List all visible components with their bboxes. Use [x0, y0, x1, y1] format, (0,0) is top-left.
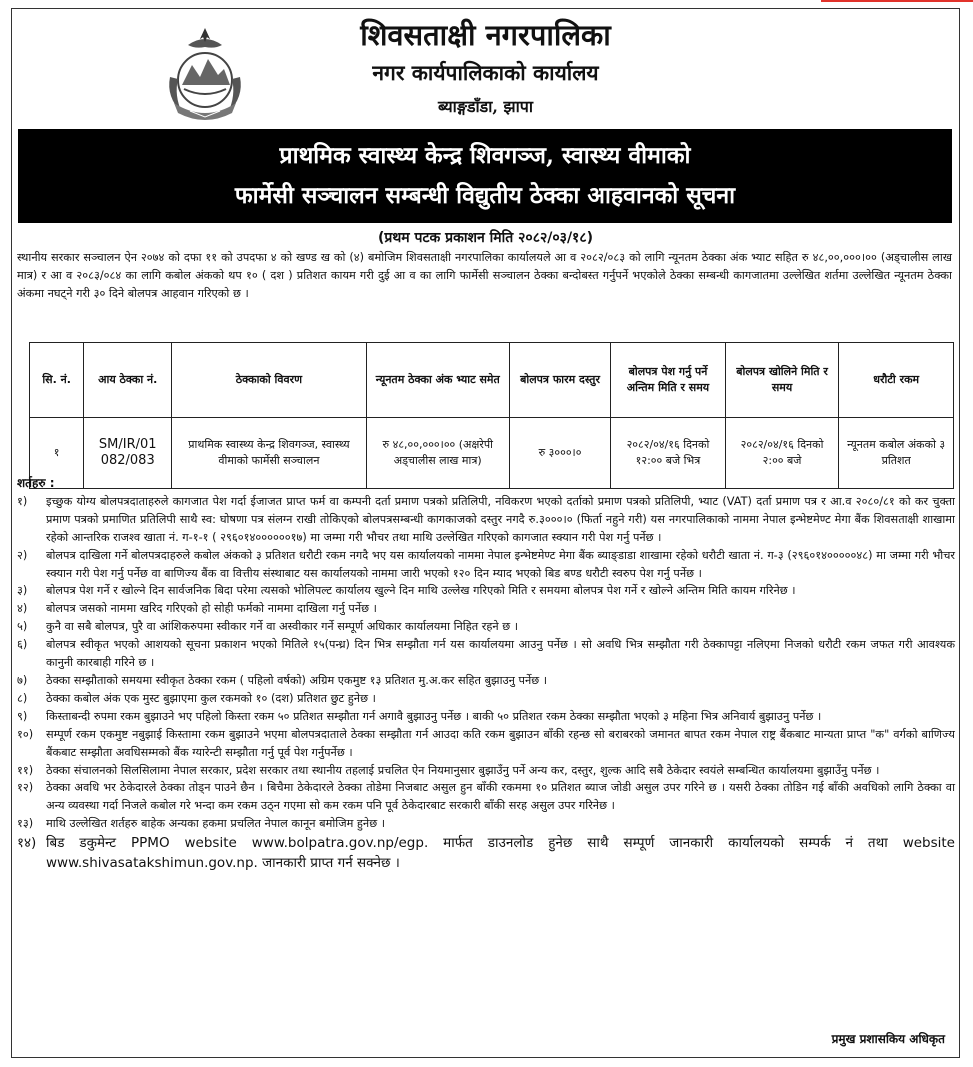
- cell-serial: १: [30, 418, 84, 489]
- term-item: [17, 582, 955, 600]
- term-item: [17, 690, 955, 708]
- table-header-cell: न्यूनतम ठेक्का अंक भ्याट समेत: [366, 343, 509, 418]
- notice-frame: [11, 8, 960, 1058]
- term-text: बोलपत्र दाखिला गर्ने बोलपत्रदाहरुले कबोल अंकको ३ प्रतिशत धरौटी रकम नगदै भए यस कार्यालयको नाममा नेपाल इन्भेष्टमेण्ट मेगा बैंक ब्याङ्डाडा शाखामा रहेको धरौटी खाता नं. ग-३ (२९६०१४०००००४८) मा जम्मा गरी भौचर स्क्यान गरी पेश गर्नु पर्नेछ वा बाणिज्य बैंक वा वित्तीय संस्थाबाट यस कार्यालयको नाममा जारी भएको १२० दिन म्याद भएको बिड बण्ड धरौटी स्वरुप पेश गर्नु पर्नेछ ।: [46, 548, 955, 580]
- term-number: ५): [17, 620, 28, 634]
- cell-opening-date: २०८२/०४/१६ दिनको २:०० बजे: [725, 418, 839, 489]
- term-text: इच्छुक योग्य बोलपत्रदाताहरुले कागजात पेश गर्दा ईजाजत प्राप्त फर्म वा कम्पनी दर्ता प्रमाण पत्रको प्रतिलिपी, नविकरण भएको दर्ताको प्रमाण पत्रको प्रतिलिपी, भ्याट (VAT) दर्ता प्रमाण पत्र र आ.व २०८०/८१ को कर चुक्ता प्रमाण पत्रको प्रमाणित प्रतिलिपी साथै स्व: घोषणा पत्र संलग्न राखी तोकिएको बोलपत्रसम्बन्धी कागकाजको दस्तुर नगदै रु.३०००।० (फिर्ता नहुने गरी) यस नगरपालिकाको नाममा नेपाल इन्भेष्टमेण्ट मेगा बैंक शिवसताक्षी शाखामा रहेको आन्तरिक राजश्व खाता नं. ग-१-१ ( २९६०१४००००००१७) मा जम्मा गरी भौचर तथा माथि उल्लेखित गरिएको कागजात स्क्यान गरी पेश गर्नु पर्नेछ ।: [46, 494, 955, 544]
- term-text: बोलपत्र स्वीकृत भएको आशयको सूचना प्रकाशन भएको मितिले १५(पन्ध्र) दिन भित्र सम्झौता गर्न यस कार्यालयमा आउनु पर्नेछ । सो अवधि भित्र सम्झौता गरी ठेक्कापट्टा नलिएमा निजको धरौटी रकम जफत गरी आवश्यक कानुनी कारबाही गरिने छ ।: [46, 638, 955, 670]
- terms-title: शर्तहरु :: [17, 476, 55, 490]
- table-header-cell: बोलपत्र फारम दस्तुर: [509, 343, 610, 418]
- header: [12, 9, 959, 129]
- term-number: १): [17, 494, 28, 508]
- table-header-cell: धरौटी रकम: [839, 343, 954, 418]
- table-header-cell: बोलपत्र खोलिने मिति र समय: [725, 343, 839, 418]
- term-text: सम्पूर्ण रकम एकमुष्ट नबुझाई किस्तामा रकम बुझाउने भएमा बोलपत्रदाताले ठेक्का सम्झौता गर्न आउदा कति रकम बुझाउन बाँकी रहन्छ सो बराबरको जमानत बापत रकम नेपाल राष्ट्र बैंकबाट मान्यता प्राप्त "क" वर्गको बाणिज्य बैंकबाट सम्झौता अवधिसम्मको बैंक ग्यारेन्टी सम्झौता गर्नु पूर्व पेश गर्नुपर्नेछ ।: [46, 727, 955, 759]
- top-accent-line: [821, 0, 973, 2]
- term-text: माथि उल्लेखित शर्तहरु बाहेक अन्यका हकमा प्रचलित नेपाल कानून बमोजिम हुनेछ ।: [46, 817, 385, 831]
- org-name: शिवसताक्षी नगरपालिका: [360, 18, 611, 52]
- cell-deposit: न्यूनतम कबोल अंकको ३ प्रतिशत: [839, 418, 954, 489]
- term-number: १४): [17, 835, 37, 852]
- term-number: ७): [17, 673, 28, 687]
- table-header-cell: सि. नं.: [30, 343, 84, 418]
- term-item: [17, 600, 955, 618]
- term-item: [17, 833, 955, 873]
- tender-table: [29, 342, 954, 489]
- term-text: ठेक्का संचालनको सिलसिलामा नेपाल सरकार, प्रदेश सरकार तथा स्थानीय तहलाई प्रचलित ऐन नियमानुसार बुझाउँनु पर्ने अन्य कर, दस्तुर, शुल्क आदि सबै ठेकेदार स्वयंले सम्बन्धित कार्यालयमा बुझाउँनु पर्नेछ ।: [46, 763, 880, 777]
- term-number: १०): [17, 727, 34, 741]
- term-number: १२): [17, 781, 34, 795]
- notice-title-line2: फार्मेसी सञ्चालन सम्बन्धी विद्युतीय ठेक्का आहवानको सूचना: [234, 182, 736, 209]
- intro-paragraph: स्थानीय सरकार सञ्चालन ऐन २०७४ को दफा ११ को उपदफा ४ को खण्ड ख को (४) बमोजिम शिवसताक्षी नगरपालिका कार्यालयले आ व २०८२/०८३ को लागि न्यूनतम ठेक्का अंक भ्याट सहित रु ४८,००,०००।०० (अड्चालीस लाख मात्र) र आ व २०८३/०८४ का लागि कबोल अंकको थप १० ( दश ) प्रतिशत कायम गरी दुई आ व का लागि फार्मेसी सञ्चालन ठेक्का बन्दोबस्त गर्नुपर्ने भएकोले ठेक्का सम्बन्धी कागजातमा उल्लेखित शर्तमा उल्लेखित न्यूनतम ठेक्का अंकमा नघट्ने गरी ३० दिने बोलपत्र आहवान गरिएको छ ।: [17, 251, 952, 300]
- table-header-cell: ठेक्काको विवरण: [172, 343, 366, 418]
- cell-submission-date: २०८२/०४/१६ दिनको १२:०० बजे भित्र: [611, 418, 726, 489]
- term-text: बोलपत्र पेश गर्ने र खोल्ने दिन सार्वजनिक बिदा परेमा त्यसको भोलिपल्ट कार्यालय खुल्ने दिन माथि उल्लेख गरिएको मिति र समयमा बोलपत्र पेश गर्ने र खोल्ने अन्तिम मिति कायम गरिनेछ ।: [46, 584, 796, 598]
- cell-description: प्राथमिक स्वास्थ्य केन्द्र शिवगञ्ज, स्वास्थ्य वीमाको फार्मेसी सञ्चालन: [172, 418, 366, 489]
- term-text: बिड डकुमेन्ट PPMO website www.bolpatra.gov.np/egp. मार्फत डाउनलोड हुनेछ साथै सम्पूर्ण जानकारी कार्यालयको सम्पर्क नं तथा website www.shivasatakshimun.gov.np. जानकारी प्राप्त गर्न सक्नेछ ।: [46, 835, 955, 872]
- term-item: [17, 779, 955, 815]
- term-number: ३): [17, 584, 28, 598]
- term-text: ठेक्का कबोल अंक एक मुस्ट बुझाएमा कुल रकमको १० (दश) प्रतिशत छुट हुनेछ ।: [46, 691, 376, 705]
- term-item: [17, 493, 955, 547]
- term-number: ४): [17, 602, 28, 616]
- term-item: [17, 815, 955, 833]
- term-text: ठेक्का अवधि भर ठेकेदारले ठेक्का तोड्न पाउने छैन । बिचैमा ठेकेदारले ठेक्का तोडेमा निजबाट असुल हुन बाँकी रकममा १० प्रतिशत ब्याज जोडी असुल उपर गरिने छ । यसरी ठेक्का तोडिन गई बाँकी अवधिको लागि ठेक्का वा अन्य व्यवस्था गर्दा निजले कबोल गरे भन्दा कम रकम उठ्न गएमा सो कम रकम पनि पूर्व ठेकेदारबाट सरकारी बाँकी सरह असुल उपर गरिनेछ ।: [46, 781, 955, 813]
- term-item: [17, 708, 955, 726]
- term-item: [17, 547, 955, 583]
- term-text: ठेक्का सम्झौताको समयमा स्वीकृत ठेक्का रकम ( पहिलो वर्षको) अग्रिम एकमुष्ट १३ प्रतिशत मु.अ.कर सहित बुझाउनु पर्नेछ ।: [46, 673, 548, 687]
- table-header-row: [30, 343, 954, 418]
- office-name: नगर कार्यपालिकाको कार्यालय: [372, 60, 599, 85]
- term-item: [17, 636, 955, 672]
- term-number: १३): [17, 817, 34, 831]
- term-text: बोलपत्र जसको नाममा खरिद गरिएको हो सोही फर्मको नाममा दाखिला गर्नु पर्नेछ ।: [46, 602, 377, 616]
- signature-title: प्रमुख प्रशासकिय अधिकृत: [831, 1032, 945, 1046]
- table-header-cell: आय ठेक्का नं.: [84, 343, 172, 418]
- notice-title-line1: प्राथमिक स्वास्थ्य केन्द्र शिवगञ्ज, स्वास्थ्य वीमाको: [279, 142, 691, 169]
- term-text: किस्ताबन्दी रुपमा रकम बुझाउने भए पहिलो किस्ता रकम ५० प्रतिशत सम्झौता गर्न अगावै बुझाउनु पर्नेछ । बाकी ५० प्रतिशत रकम ठेक्का सम्झौता भएको ३ महिना भित्र अनिवार्य बुझाउनु पर्नेछ ।: [46, 709, 822, 723]
- office-address: ब्याङ्गडाँडा, झापा: [438, 97, 533, 116]
- term-item: [17, 618, 955, 636]
- terms-section: [17, 475, 955, 873]
- term-item: [17, 762, 955, 780]
- term-number: ९): [17, 709, 28, 723]
- term-number: ११): [17, 763, 34, 777]
- term-item: [17, 672, 955, 690]
- cell-min-amount: रु ४८,००,०००।०० (अक्षरेपी अड्चालीस लाख मात्र): [366, 418, 509, 489]
- cell-tender-code: SM/IR/01 082/083: [84, 418, 172, 489]
- term-text: कुनै वा सबै बोलपत्र, पुरै वा आंशिकरुपमा स्वीकार गर्ने वा अस्वीकार गर्ने सम्पूर्ण अधिकार कार्यालयमा निहित रहने छ ।: [46, 620, 519, 634]
- term-item: [17, 726, 955, 762]
- notice-title-banner: [18, 129, 952, 223]
- term-number: ६): [17, 638, 28, 652]
- cell-form-fee: रु ३०००।०: [509, 418, 610, 489]
- publish-date: (प्रथम पटक प्रकाशन मिति २०८२/०३/१८): [377, 230, 594, 246]
- table-header-cell: बोलपत्र पेश गर्नु पर्ने अन्तिम मिति र समय: [611, 343, 726, 418]
- term-number: २): [17, 548, 28, 562]
- term-number: ८): [17, 691, 28, 705]
